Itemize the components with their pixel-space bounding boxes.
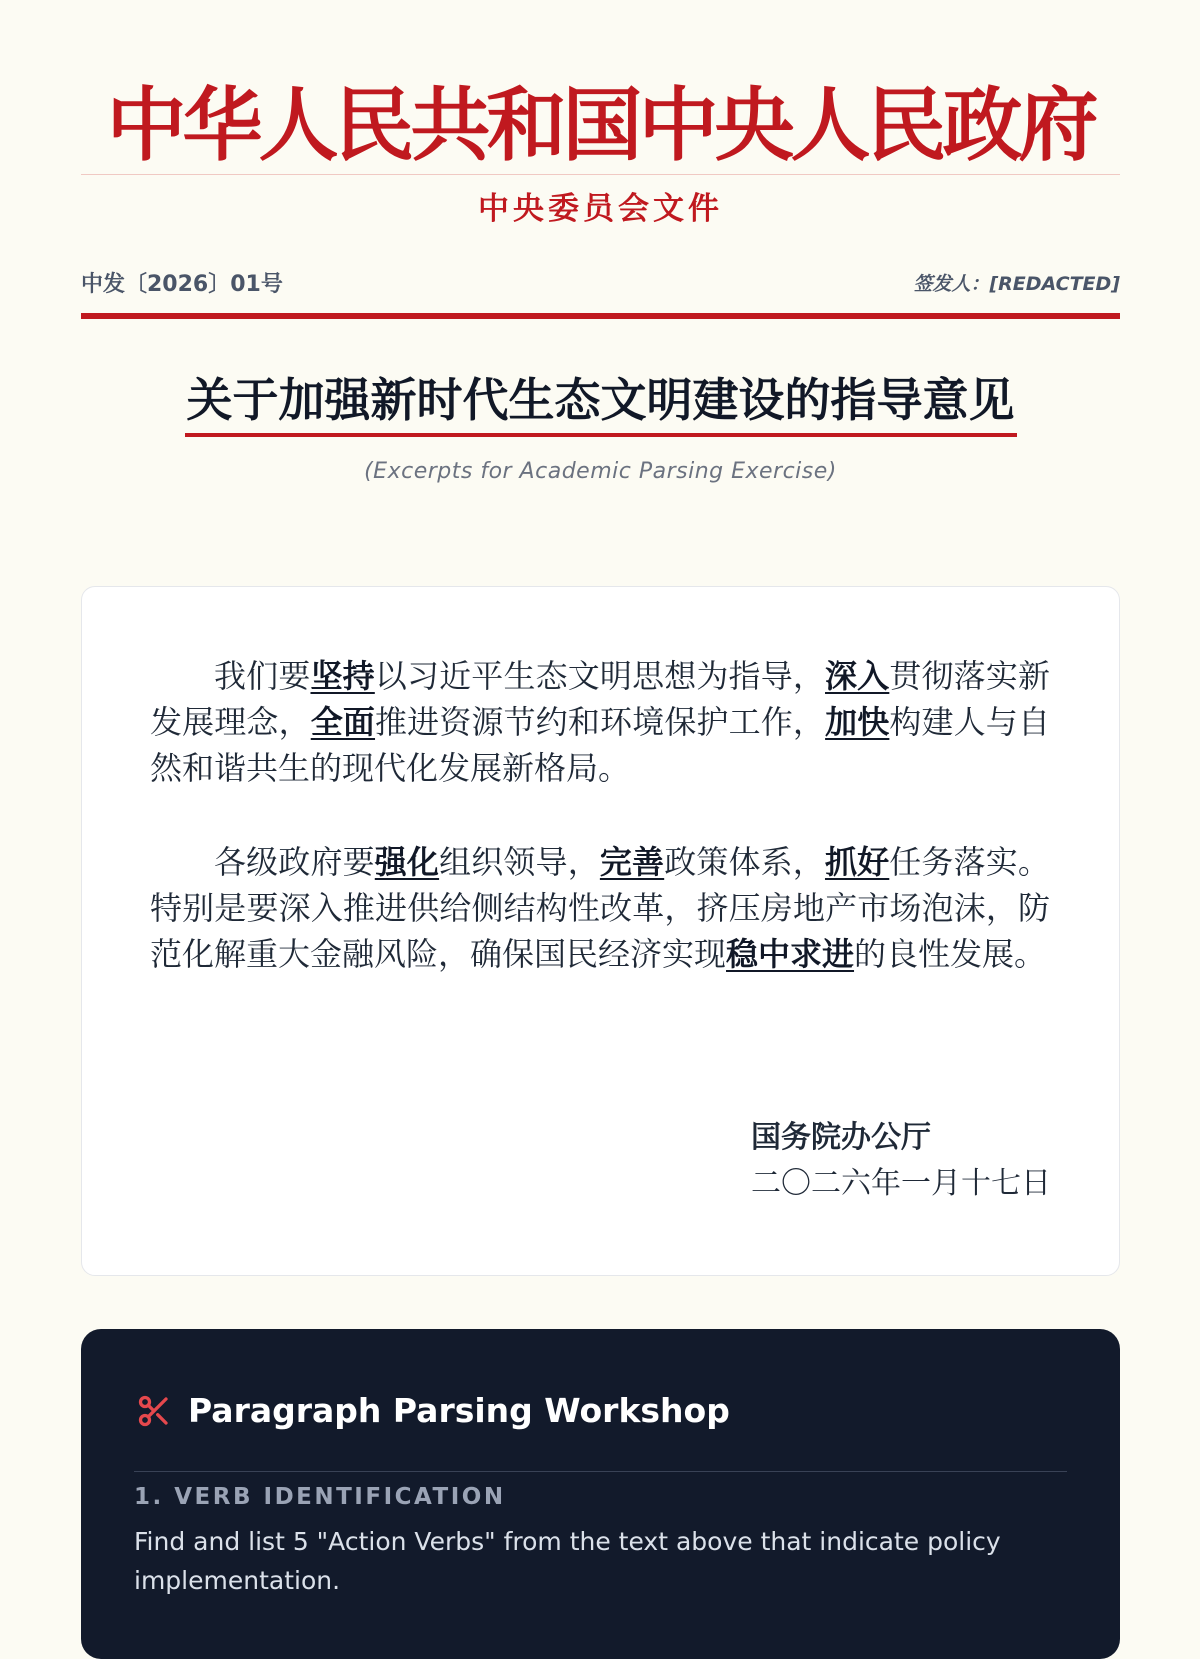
keyword-verb: 强化 [374,843,440,881]
document-heading-block [81,371,1120,437]
keyword-phrase: 稳中求进 [726,935,855,973]
text-span: 贯彻落实新发展理念， [150,657,1050,741]
text-span: 推进资源节约和环境保护工作， [375,703,826,741]
red-header-rule [81,313,1120,319]
document-body-card [81,586,1120,1276]
workshop-header [134,1387,1067,1472]
document-category: 中央委员会文件 [478,191,723,227]
text-span: 组织领导， [439,843,600,881]
title-divider [81,174,1120,175]
text-span: 各级政府要 [214,843,375,881]
text-span: 政策体系， [664,843,825,881]
body-paragraph-2 [150,839,1050,977]
issuing-office: 国务院办公厅 [751,1120,931,1155]
keyword-verb: 完善 [599,843,665,881]
text-span: 的良性发展。 [854,935,1047,973]
keyword-verb: 全面 [310,703,376,741]
issuing-authority-title: 中华人民共和国中央人民政府 [106,79,1095,172]
text-span: 构建人与自然和谐共生的现代化发展新格局。 [150,703,1050,787]
keyword-verb: 坚持 [310,657,375,695]
keyword-verb: 加快 [825,703,890,741]
document-page [81,0,1120,1595]
document-body [150,653,1050,977]
document-meta [81,259,1120,299]
keyword-verb: 深入 [825,657,890,695]
workshop-title: Paragraph Parsing Workshop [188,1391,730,1430]
scissors-icon [136,1393,172,1429]
signer-label: 签发人：[REDACTED] [913,273,1120,295]
parsing-workshop-panel [81,1329,1120,1659]
exercise-section-title: 1. VERB IDENTIFICATION [134,1484,506,1510]
document-number: 中发〔2026〕01号 [81,272,283,297]
text-span: 我们要 [214,657,311,695]
closing-signature [751,1115,1051,1207]
text-span: 以习近平生态文明思想为指导， [374,657,826,695]
text-span: 任务落实。特别是要深入推进供给侧结构性改革，挤压房地产市场泡沫，防范化解重大金融风险，确保国民经济实现 [150,843,1050,973]
keyword-verb: 抓好 [824,843,890,881]
exercise-instructions: Find and list 5 "Action Verbs" from the text above that indicate policy implementation. [134,1527,1001,1595]
body-paragraph-1 [150,653,1050,791]
document-note: (Excerpts for Academic Parsing Exercise) [364,459,837,484]
document-heading: 关于加强新时代生态文明建设的指导意见 [185,371,1017,437]
issue-date: 二〇二六年一月十七日 [751,1166,1051,1201]
